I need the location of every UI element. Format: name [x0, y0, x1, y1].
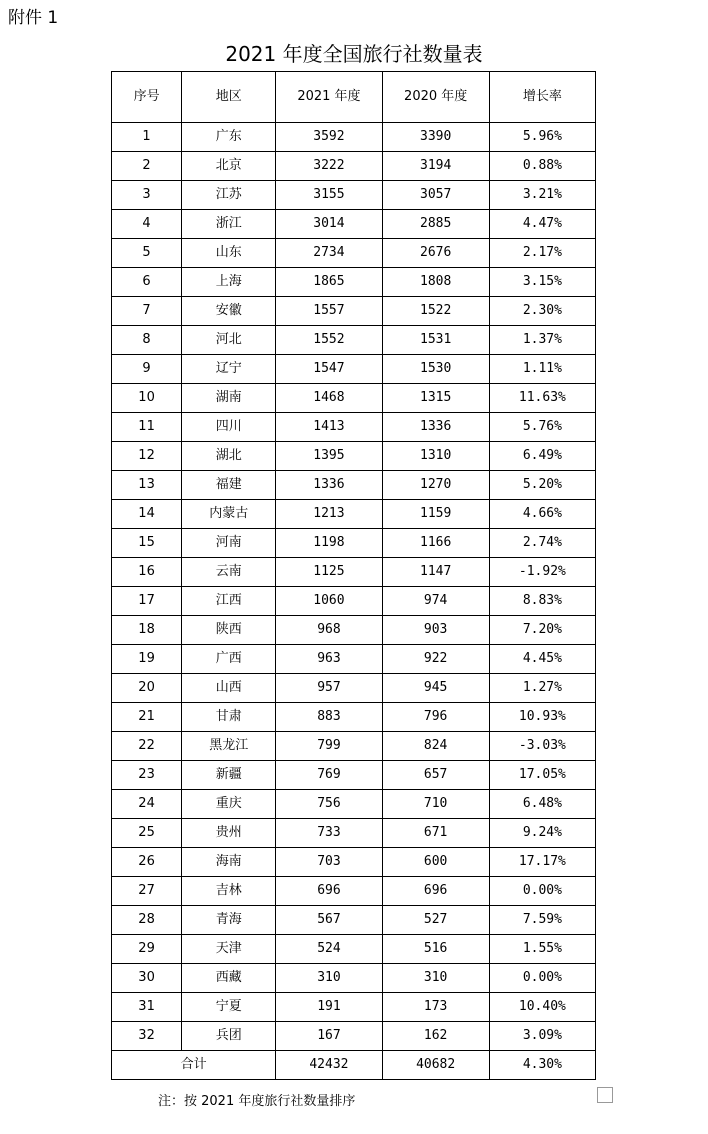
cell-seq: 17 [112, 587, 182, 616]
table-row [112, 239, 596, 268]
cell-growth: 0.00% [489, 964, 595, 993]
cell-growth: 10.40% [489, 993, 595, 1022]
cell-2021: 3222 [276, 152, 382, 181]
cell-2021: 2734 [276, 239, 382, 268]
cell-seq: 13 [112, 471, 182, 500]
cell-2020: 710 [382, 790, 489, 819]
table-row [112, 123, 596, 152]
cell-2020: 3390 [382, 123, 489, 152]
table-row [112, 616, 596, 645]
cell-region: 黑龙江 [182, 732, 276, 761]
cell-growth: 7.59% [489, 906, 595, 935]
table-row [112, 848, 596, 877]
total-row [112, 1051, 596, 1080]
cell-2020: 1310 [382, 442, 489, 471]
cell-seq: 20 [112, 674, 182, 703]
cell-region: 北京 [182, 152, 276, 181]
table-row [112, 1022, 596, 1051]
cell-region: 江苏 [182, 181, 276, 210]
total-growth: 4.30% [489, 1051, 595, 1080]
cell-growth: 6.49% [489, 442, 595, 471]
cell-seq: 3 [112, 181, 182, 210]
cell-growth: 1.37% [489, 326, 595, 355]
cell-region: 山东 [182, 239, 276, 268]
header-2020: 2020 年度 [382, 72, 489, 123]
cell-2021: 883 [276, 703, 382, 732]
table-row [112, 761, 596, 790]
table-row [112, 181, 596, 210]
cell-2020: 2885 [382, 210, 489, 239]
cell-2021: 703 [276, 848, 382, 877]
cell-region: 江西 [182, 587, 276, 616]
cell-growth: 3.15% [489, 268, 595, 297]
cell-growth: 3.21% [489, 181, 595, 210]
cell-region: 四川 [182, 413, 276, 442]
cell-2020: 1531 [382, 326, 489, 355]
cell-seq: 19 [112, 645, 182, 674]
cell-2020: 1147 [382, 558, 489, 587]
cell-growth: 0.00% [489, 877, 595, 906]
header-2021: 2021 年度 [276, 72, 382, 123]
header-growth: 增长率 [489, 72, 595, 123]
cell-2020: 173 [382, 993, 489, 1022]
cell-2021: 696 [276, 877, 382, 906]
cell-2021: 524 [276, 935, 382, 964]
table-row [112, 210, 596, 239]
cell-2020: 796 [382, 703, 489, 732]
table-row [112, 297, 596, 326]
cell-2021: 3014 [276, 210, 382, 239]
cell-region: 天津 [182, 935, 276, 964]
cell-2020: 922 [382, 645, 489, 674]
cell-2020: 1166 [382, 529, 489, 558]
cell-region: 湖南 [182, 384, 276, 413]
cell-2021: 1125 [276, 558, 382, 587]
table-row [112, 355, 596, 384]
total-2020: 40682 [382, 1051, 489, 1080]
table-row [112, 587, 596, 616]
cell-region: 河北 [182, 326, 276, 355]
cell-seq: 16 [112, 558, 182, 587]
table-row [112, 326, 596, 355]
cell-seq: 27 [112, 877, 182, 906]
cell-seq: 32 [112, 1022, 182, 1051]
cell-region: 新疆 [182, 761, 276, 790]
cell-2020: 974 [382, 587, 489, 616]
cell-2021: 191 [276, 993, 382, 1022]
cell-region: 重庆 [182, 790, 276, 819]
cell-2020: 1808 [382, 268, 489, 297]
cell-growth: 4.45% [489, 645, 595, 674]
cell-region: 安徽 [182, 297, 276, 326]
table-row [112, 384, 596, 413]
attachment-label: 附件 1 [8, 8, 59, 28]
table-row [112, 877, 596, 906]
table-row [112, 442, 596, 471]
cell-growth: 4.66% [489, 500, 595, 529]
cell-growth: 6.48% [489, 790, 595, 819]
cell-2020: 945 [382, 674, 489, 703]
table-row [112, 703, 596, 732]
table-row [112, 413, 596, 442]
cell-region: 辽宁 [182, 355, 276, 384]
cell-2021: 968 [276, 616, 382, 645]
cell-region: 山西 [182, 674, 276, 703]
cell-2020: 1530 [382, 355, 489, 384]
cell-2021: 1413 [276, 413, 382, 442]
cell-seq: 30 [112, 964, 182, 993]
cell-2020: 310 [382, 964, 489, 993]
page-title: 2021 年度全国旅行社数量表 [225, 42, 483, 66]
cell-2020: 162 [382, 1022, 489, 1051]
cell-growth: 9.24% [489, 819, 595, 848]
cell-region: 青海 [182, 906, 276, 935]
cell-growth: 1.27% [489, 674, 595, 703]
cell-2021: 1468 [276, 384, 382, 413]
cell-2021: 1557 [276, 297, 382, 326]
cell-seq: 2 [112, 152, 182, 181]
cell-region: 宁夏 [182, 993, 276, 1022]
cell-region: 湖北 [182, 442, 276, 471]
cell-seq: 6 [112, 268, 182, 297]
cell-growth: 2.74% [489, 529, 595, 558]
table-row [112, 964, 596, 993]
cell-growth: 3.09% [489, 1022, 595, 1051]
cell-2021: 756 [276, 790, 382, 819]
cell-2021: 1865 [276, 268, 382, 297]
cell-growth: 5.76% [489, 413, 595, 442]
table-row [112, 500, 596, 529]
cell-seq: 9 [112, 355, 182, 384]
cell-2021: 769 [276, 761, 382, 790]
cell-growth: 2.17% [489, 239, 595, 268]
cell-2021: 1395 [276, 442, 382, 471]
cell-2020: 824 [382, 732, 489, 761]
cell-seq: 14 [112, 500, 182, 529]
cell-region: 上海 [182, 268, 276, 297]
cell-region: 甘肃 [182, 703, 276, 732]
cell-growth: 7.20% [489, 616, 595, 645]
cell-growth: 10.93% [489, 703, 595, 732]
cell-2021: 1213 [276, 500, 382, 529]
cell-2021: 1552 [276, 326, 382, 355]
cell-2020: 1270 [382, 471, 489, 500]
cell-2021: 3155 [276, 181, 382, 210]
cell-region: 海南 [182, 848, 276, 877]
table-row [112, 674, 596, 703]
cell-2021: 1336 [276, 471, 382, 500]
cell-seq: 28 [112, 906, 182, 935]
total-2021: 42432 [276, 1051, 382, 1080]
cell-region: 兵团 [182, 1022, 276, 1051]
cell-seq: 11 [112, 413, 182, 442]
table-row [112, 790, 596, 819]
header-region: 地区 [182, 72, 276, 123]
cell-seq: 1 [112, 123, 182, 152]
cell-seq: 7 [112, 297, 182, 326]
cell-2021: 1547 [276, 355, 382, 384]
cell-2020: 527 [382, 906, 489, 935]
cell-2021: 310 [276, 964, 382, 993]
cell-2021: 963 [276, 645, 382, 674]
cell-region: 云南 [182, 558, 276, 587]
cell-region: 福建 [182, 471, 276, 500]
table-header-row [112, 72, 596, 123]
cell-growth: 17.05% [489, 761, 595, 790]
cell-growth: 5.96% [489, 123, 595, 152]
cell-region: 内蒙古 [182, 500, 276, 529]
cell-seq: 26 [112, 848, 182, 877]
cell-seq: 4 [112, 210, 182, 239]
cell-seq: 31 [112, 993, 182, 1022]
cell-region: 河南 [182, 529, 276, 558]
cell-2020: 657 [382, 761, 489, 790]
cell-2020: 3057 [382, 181, 489, 210]
cell-growth: -1.92% [489, 558, 595, 587]
cell-growth: -3.03% [489, 732, 595, 761]
cell-2020: 1159 [382, 500, 489, 529]
table-row [112, 268, 596, 297]
cell-seq: 25 [112, 819, 182, 848]
cell-region: 吉林 [182, 877, 276, 906]
checkbox-placeholder [597, 1087, 613, 1103]
travel-agency-table [111, 71, 596, 1080]
cell-2021: 1060 [276, 587, 382, 616]
table-row [112, 993, 596, 1022]
cell-2021: 567 [276, 906, 382, 935]
cell-seq: 8 [112, 326, 182, 355]
table-row [112, 645, 596, 674]
cell-2020: 600 [382, 848, 489, 877]
table-row [112, 471, 596, 500]
cell-region: 陕西 [182, 616, 276, 645]
cell-2020: 1315 [382, 384, 489, 413]
cell-growth: 4.47% [489, 210, 595, 239]
table-row [112, 935, 596, 964]
cell-seq: 10 [112, 384, 182, 413]
footnote: 注：按 2021 年度旅行社数量排序 [158, 1094, 356, 1109]
table-row [112, 906, 596, 935]
cell-seq: 23 [112, 761, 182, 790]
cell-2020: 516 [382, 935, 489, 964]
cell-2021: 167 [276, 1022, 382, 1051]
table-row [112, 152, 596, 181]
cell-seq: 21 [112, 703, 182, 732]
cell-region: 浙江 [182, 210, 276, 239]
cell-seq: 12 [112, 442, 182, 471]
cell-growth: 17.17% [489, 848, 595, 877]
cell-region: 贵州 [182, 819, 276, 848]
cell-region: 西藏 [182, 964, 276, 993]
cell-seq: 18 [112, 616, 182, 645]
cell-2021: 733 [276, 819, 382, 848]
cell-2021: 3592 [276, 123, 382, 152]
cell-2020: 2676 [382, 239, 489, 268]
cell-2020: 696 [382, 877, 489, 906]
cell-2021: 1198 [276, 529, 382, 558]
cell-seq: 29 [112, 935, 182, 964]
cell-seq: 15 [112, 529, 182, 558]
cell-growth: 1.55% [489, 935, 595, 964]
table-row [112, 819, 596, 848]
cell-seq: 24 [112, 790, 182, 819]
cell-growth: 8.83% [489, 587, 595, 616]
cell-2021: 799 [276, 732, 382, 761]
cell-2020: 1522 [382, 297, 489, 326]
cell-2020: 671 [382, 819, 489, 848]
cell-growth: 1.11% [489, 355, 595, 384]
cell-growth: 5.20% [489, 471, 595, 500]
cell-growth: 0.88% [489, 152, 595, 181]
table-row [112, 732, 596, 761]
header-seq: 序号 [112, 72, 182, 123]
cell-growth: 2.30% [489, 297, 595, 326]
cell-seq: 22 [112, 732, 182, 761]
table-row [112, 558, 596, 587]
cell-region: 广西 [182, 645, 276, 674]
cell-region: 广东 [182, 123, 276, 152]
cell-2020: 1336 [382, 413, 489, 442]
table-row [112, 529, 596, 558]
cell-2021: 957 [276, 674, 382, 703]
cell-growth: 11.63% [489, 384, 595, 413]
cell-2020: 3194 [382, 152, 489, 181]
cell-2020: 903 [382, 616, 489, 645]
total-label: 合计 [112, 1051, 276, 1080]
cell-seq: 5 [112, 239, 182, 268]
